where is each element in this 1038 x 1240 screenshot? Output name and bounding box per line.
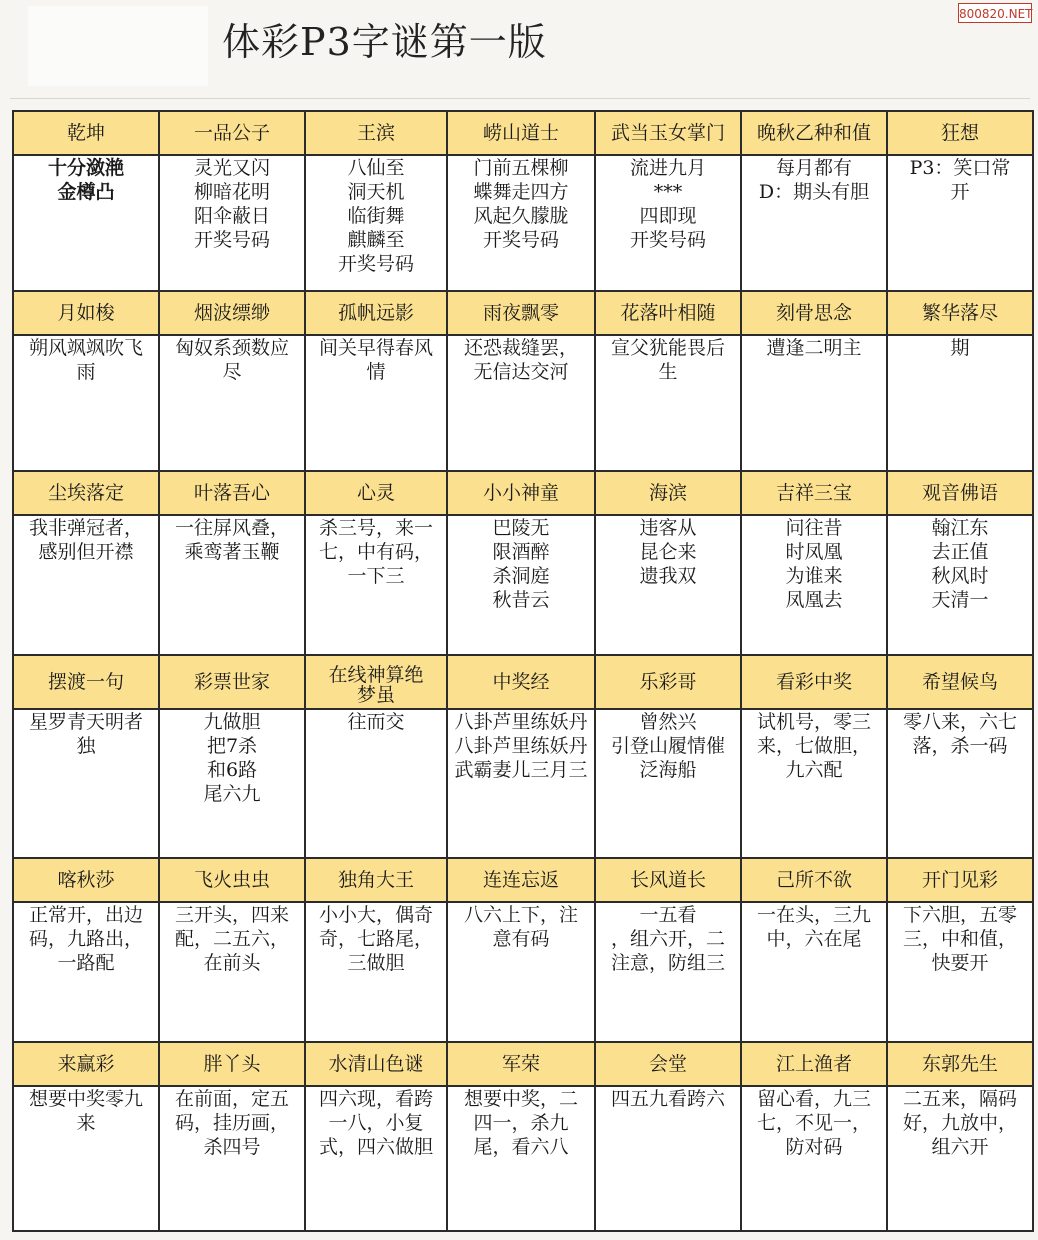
riddle-cell: 四五九看跨六 [595,1086,741,1231]
column-header: 刻骨思念 [741,291,887,335]
riddle-cell: 巴陵无 限酒醉 杀洞庭 秋昔云 [447,515,595,655]
riddle-cell: 星罗青天明者 独 [13,709,159,858]
riddle-cell: 想要中奖零九 来 [13,1086,159,1231]
riddle-cell: 下六胆，五零 三，中和值， 快要开 [887,902,1033,1042]
riddle-cell: 在前面，定五 码，挂历画， 杀四号 [159,1086,305,1231]
column-header: 看彩中奖 [741,655,887,708]
column-header: 孤帆远影 [305,291,447,335]
page-title: 体彩P3字谜第一版 [222,20,547,64]
column-header: 摆渡一句 [13,655,159,708]
column-header: 心灵 [305,471,447,515]
riddle-cell: 朔风飒飒吹飞 雨 [13,335,159,471]
riddle-cell: 零八来，六七 落，杀一码 [887,709,1033,858]
site-watermark: 800820.NET [958,3,1032,23]
column-header: 独角大王 [305,858,447,902]
column-header: 乐彩哥 [595,655,741,708]
riddle-table [12,110,1034,1232]
column-header: 叶落吾心 [159,471,305,515]
header-row [13,111,1033,155]
column-header: 月如梭 [13,291,159,335]
riddle-cell: 违客从 昆仑来 遗我双 [595,515,741,655]
column-header: 武当玉女掌门 [595,111,741,155]
riddle-cell: 门前五棵柳 蝶舞走四方 风起久朦胧 开奖号码 [447,155,595,291]
riddle-cell: 九做胆 把7杀 和6路 尾六九 [159,709,305,858]
column-header: 尘埃落定 [13,471,159,515]
column-header: 连连忘返 [447,858,595,902]
column-header: 胖丫头 [159,1042,305,1086]
riddle-cell: 还恐裁缝罢， 无信达交河 [447,335,595,471]
riddle-cell: 一在头，三九 中，六在尾 [741,902,887,1042]
column-header: 王滨 [305,111,447,155]
riddle-cell: 小小大，偶奇 奇，七路尾， 三做胆 [305,902,447,1042]
column-header: 繁华落尽 [887,291,1033,335]
riddle-cell: 三开头，四来 配，二五六， 在前头 [159,902,305,1042]
riddle-cell: 八卦芦里练妖丹 八卦芦里练妖丹 武霸妻儿三月三 [447,709,595,858]
column-header: 观音佛语 [887,471,1033,515]
column-header: 东郭先生 [887,1042,1033,1086]
blank-header-area [28,6,208,86]
column-header: 飞火虫虫 [159,858,305,902]
riddle-cell: 灵光又闪 柳暗花明 阳伞蔽日 开奖号码 [159,155,305,291]
riddle-row [13,1086,1033,1231]
header-row [13,471,1033,515]
riddle-cell: 八六上下，注 意有码 [447,902,595,1042]
riddle-cell: 一五看 ，组六开，二 注意，防组三 [595,902,741,1042]
column-header: 中奖经 [447,655,595,708]
riddle-cell: 杀三号，来一 七，中有码， 一下三 [305,515,447,655]
riddle-cell: P3：笑口常 开 [887,155,1033,291]
column-header: 己所不欲 [741,858,887,902]
header-row [13,291,1033,335]
column-header: 吉祥三宝 [741,471,887,515]
column-header: 花落叶相随 [595,291,741,335]
title-divider [10,98,1030,99]
column-header: 崂山道士 [447,111,595,155]
column-header: 开门见彩 [887,858,1033,902]
riddle-row [13,515,1033,655]
column-header: 军荣 [447,1042,595,1086]
riddle-row [13,155,1033,291]
column-header: 长风道长 [595,858,741,902]
column-header: 水清山色谜 [305,1042,447,1086]
column-header: 狂想 [887,111,1033,155]
column-header: 烟波缥缈 [159,291,305,335]
riddle-cell: 二五来，隔码 好，九放中， 组六开 [887,1086,1033,1231]
column-header: 海滨 [595,471,741,515]
column-header: 雨夜飘零 [447,291,595,335]
riddle-cell: 十分潋滟 金樽凸 [13,155,159,291]
riddle-cell: 正常开，出边 码，九路出， 一路配 [13,902,159,1042]
column-header: 在线神算绝 梦虽 [305,655,447,708]
riddle-cell: 匈奴系颈数应 尽 [159,335,305,471]
riddle-cell: 我非弹冠者， 感别但开襟 [13,515,159,655]
riddle-cell: 翰江东 去正值 秋风时 天清一 [887,515,1033,655]
header-row [13,858,1033,902]
header-row [13,655,1033,708]
riddle-cell: 试机号，零三 来，七做胆， 九六配 [741,709,887,858]
riddle-cell: 曾然兴 引登山履情催 泛海船 [595,709,741,858]
column-header: 喀秋莎 [13,858,159,902]
riddle-cell: 问往昔 时凤凰 为谁来 凤凰去 [741,515,887,655]
riddle-cell: 留心看，九三 七，不见一， 防对码 [741,1086,887,1231]
riddle-cell: 期 [887,335,1033,471]
column-header: 来赢彩 [13,1042,159,1086]
riddle-cell: 间关早得春风 情 [305,335,447,471]
column-header: 小小神童 [447,471,595,515]
riddle-cell: 一往屏风叠， 乘鸾著玉鞭 [159,515,305,655]
column-header: 晚秋乙种和值 [741,111,887,155]
riddle-cell: 宣父犹能畏后 生 [595,335,741,471]
riddle-cell: 遭逢二明主 [741,335,887,471]
column-header: 一品公子 [159,111,305,155]
riddle-row [13,335,1033,471]
riddle-cell: 想要中奖，二 四一，杀九 尾，看六八 [447,1086,595,1231]
riddle-cell: 流进九月 *** 四即现 开奖号码 [595,155,741,291]
column-header: 乾坤 [13,111,159,155]
column-header: 江上渔者 [741,1042,887,1086]
riddle-row [13,709,1033,858]
riddle-cell: 八仙至 洞天机 临街舞 麒麟至 开奖号码 [305,155,447,291]
header-row [13,1042,1033,1086]
column-header: 希望候鸟 [887,655,1033,708]
column-header: 会堂 [595,1042,741,1086]
column-header: 彩票世家 [159,655,305,708]
riddle-cell: 往而交 [305,709,447,858]
riddle-cell: 每月都有 D：期头有胆 [741,155,887,291]
riddle-cell: 四六现，看跨 一八，小复 式，四六做胆 [305,1086,447,1231]
riddle-row [13,902,1033,1042]
